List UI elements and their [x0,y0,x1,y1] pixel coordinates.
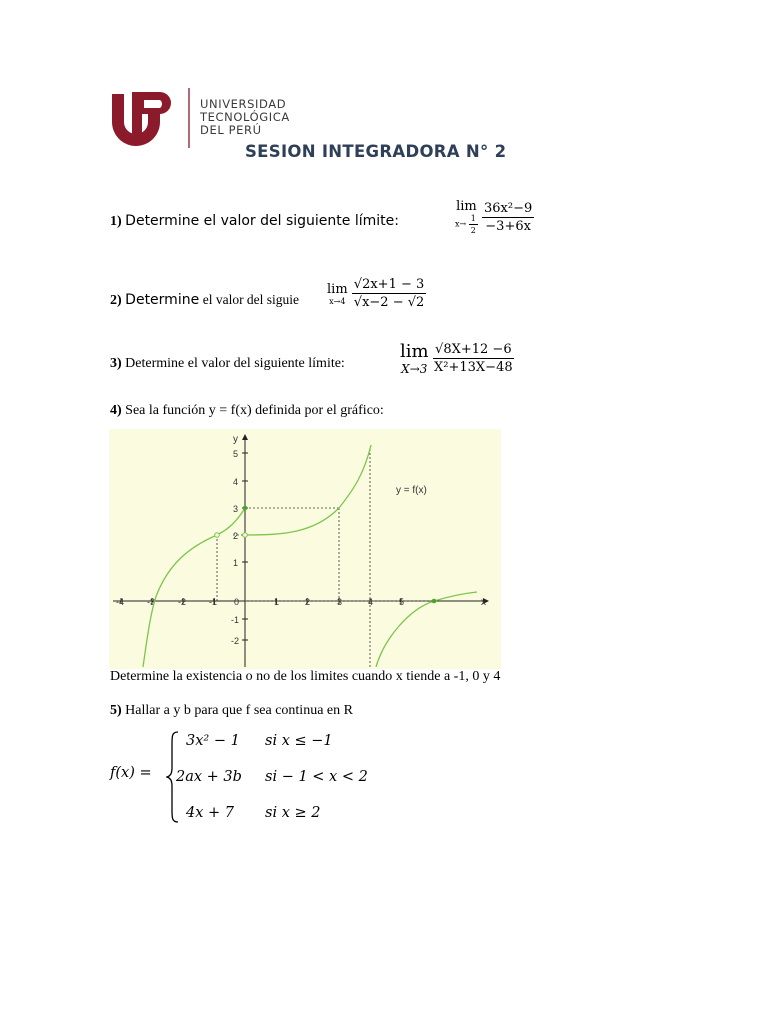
q2-number: 2) [110,293,122,308]
q3-number: 3) [110,356,122,371]
q4-followup-text: Determine la existencia o no de los limites cuando x tiende a -1, 0 y 4 [110,669,501,684]
piecewise-function [110,728,400,824]
q1-denominator: −3+6x [485,218,531,234]
case-2-cond: si − 1 < x < 2 [265,769,368,785]
q2-lim: lim [327,281,348,297]
q1-sub-den: 2 [470,226,476,235]
case-3-cond: si x ≥ 2 [265,805,321,821]
case-1-expr: 3x² − 1 [186,733,240,749]
x-tick-3: 3 [337,597,343,607]
logo-line-3: DEL PERÚ [200,123,262,137]
x-axis-label: x [481,597,486,608]
piecewise-lhs: f(x) = [110,765,152,781]
q1-lim: lim [456,199,477,214]
case-3-expr: 4x + 7 [186,805,234,821]
q2-limit-expression [327,277,426,310]
q3-lim-sub: X→3 [401,362,428,376]
y-tick-1: 1 [233,558,239,568]
y-axis-label: y [233,434,238,445]
page-title: SESION INTEGRADORA N° 2 [245,142,507,161]
logo-line-2: TECNOLÓGICA [200,110,290,124]
q1-numerator: 36x²−9 [484,200,533,216]
function-graph [109,429,501,669]
y-tick--2: -2 [231,636,240,646]
x-tick-0: 0 [234,597,240,607]
x-tick--2: -2 [178,597,187,607]
q2-lim-sub: x→4 [329,296,346,306]
y-tick--1: -1 [231,615,240,625]
question-5 [110,703,353,719]
q3-numerator: √8X+12 −6 [435,342,512,357]
q4-number: 4) [110,403,122,418]
x-tick-1: 1 [274,597,280,607]
utp-logo-mark [108,88,190,150]
graph-function-label: y = f(x) [396,485,427,496]
x-tick-4: 4 [368,597,374,607]
q2-text-b: el valor del siguie [202,292,300,307]
question-4 [110,403,384,419]
x-tick-2: 2 [305,597,311,607]
q1-text: Determine el valor del siguiente límite: [125,213,399,229]
q3-text: Determine el valor del siguiente límite: [125,356,345,371]
case-2-expr: 2ax + 3b [176,769,242,785]
y-tick-2: 2 [233,531,239,541]
q1-limit-expression [455,199,534,235]
open-point-0-2 [243,533,248,538]
q2-denominator: √x−2 − √2 [353,295,425,310]
q3-limit-expression [400,341,514,376]
open-point-minus1-2 [215,533,220,538]
x-tick--3: -3 [147,597,156,607]
y-tick-3: 3 [233,504,239,514]
y-tick-5: 5 [233,449,239,459]
question-2 [110,292,299,309]
q1-sub-num: 1 [470,214,476,223]
q3-denominator: X²+13X−48 [434,360,513,375]
case-1-cond: si x ≤ −1 [265,733,333,749]
closed-point-x-axis [432,599,437,604]
q3-lim: lim [400,341,429,362]
y-tick-4: 4 [233,477,239,487]
q5-text: Hallar a y b para que f sea continua en R [125,703,353,718]
logo-wordmark [200,98,290,137]
question-3 [110,356,345,372]
q1-number: 1) [110,214,122,229]
q2-text-a: Determine [125,292,200,308]
closed-point-0-3 [243,506,248,511]
q2-numerator: √2x+1 − 3 [353,277,425,292]
logo-line-1: UNIVERSIDAD [200,97,287,111]
x-tick--1: -1 [209,597,218,607]
question-1 [110,213,399,230]
x-tick-5: 5 [399,597,405,607]
graph-background [109,429,501,669]
q1-sub-var: x→ [455,219,467,229]
q5-number: 5) [110,703,122,718]
q4-text: Sea la función y = f(x) definida por el gráfico: [125,403,384,418]
x-tick--4: -4 [116,597,125,607]
